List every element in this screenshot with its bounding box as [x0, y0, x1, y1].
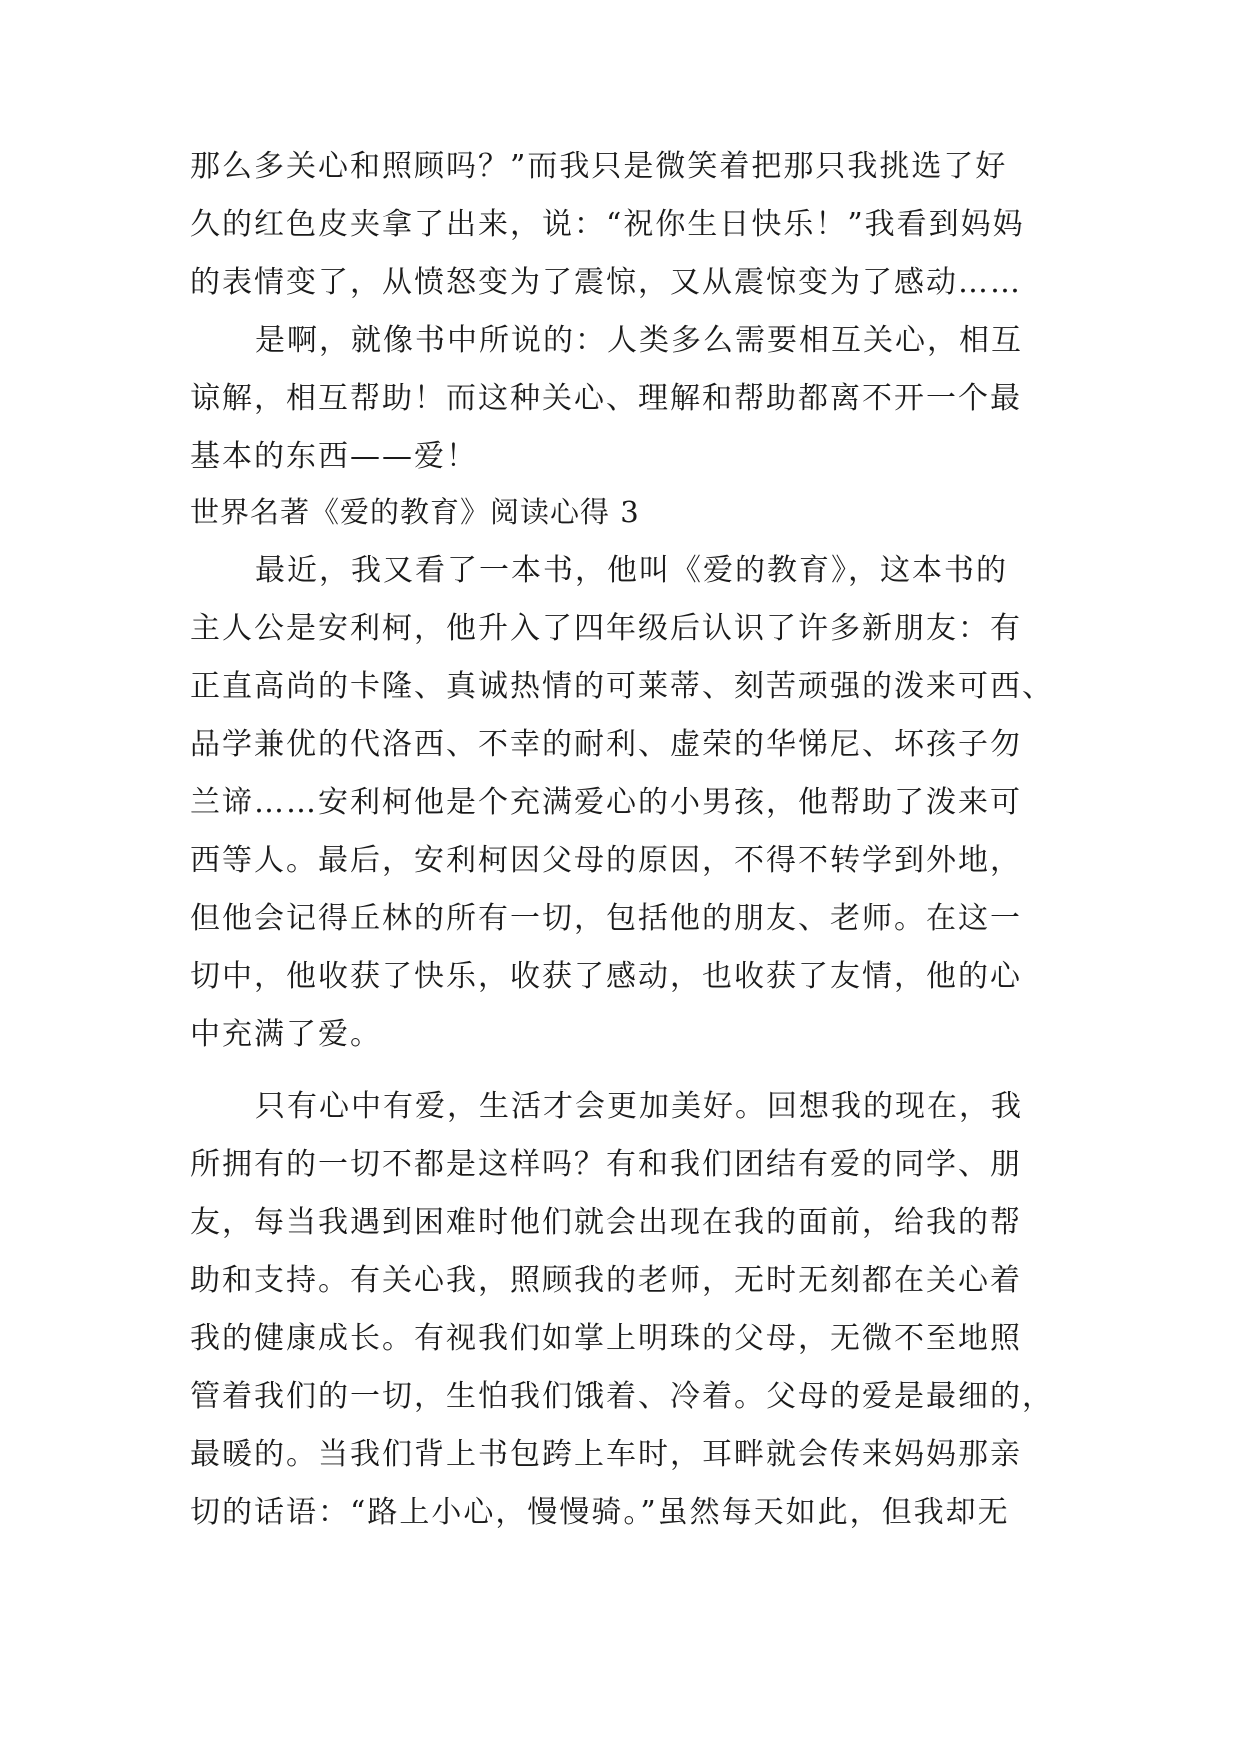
paragraph-3-line-1: 最近，我又看了一本书，他叫《爱的教育》，这本书的	[255, 553, 1008, 588]
paragraph-3-line-8: 切中，他收获了快乐，收获了感动，也收获了友情，他的心	[190, 959, 1022, 994]
paragraph-3-line-4: 品学兼优的代洛西、不幸的耐利、虚荣的华悌尼、坏孩子勿	[190, 727, 1022, 762]
paragraph-4-line-2: 所拥有的一切不都是这样吗？有和我们团结有爱的同学、朋	[190, 1147, 1022, 1182]
paragraph-3-line-5: 兰谛……安利柯他是个充满爱心的小男孩，他帮助了泼来可	[190, 785, 1022, 820]
paragraph-4-line-1: 只有心中有爱，生活才会更加美好。回想我的现在，我	[255, 1089, 1023, 1124]
paragraph-2-line-3: 基本的东西——爱！	[190, 439, 478, 474]
paragraph-4-line-7: 最暖的。当我们背上书包跨上车时，耳畔就会传来妈妈那亲	[190, 1437, 1022, 1472]
paragraph-4-line-6: 管着我们的一切，生怕我们饿着、冷着。父母的爱是最细的，	[190, 1379, 1054, 1414]
paragraph-3-line-3: 正直高尚的卡隆、真诚热情的可莱蒂、刻苦顽强的泼来可西、	[190, 669, 1054, 704]
paragraph-4-line-8: 切的话语：“路上小心，慢慢骑。”虽然每天如此，但我却无	[190, 1495, 1010, 1530]
paragraph-3-line-6: 西等人。最后，安利柯因父母的原因，不得不转学到外地，	[190, 843, 1022, 878]
paragraph-3-line-2: 主人公是安利柯，他升入了四年级后认识了许多新朋友：有	[190, 611, 1022, 646]
paragraph-1-line-3: 的表情变了，从愤怒变为了震惊，又从震惊变为了感动……	[190, 265, 1022, 300]
paragraph-1-line-1: 那么多关心和照顾吗？”而我只是微笑着把那只我挑选了好	[190, 149, 1008, 184]
section-heading: 世界名著《爱的教育》阅读心得 3	[190, 495, 640, 529]
paragraph-3-line-7: 但他会记得丘林的所有一切，包括他的朋友、老师。在这一	[190, 901, 1022, 936]
paragraph-4-line-5: 我的健康成长。有视我们如掌上明珠的父母，无微不至地照	[190, 1321, 1022, 1356]
paragraph-4-line-3: 友，每当我遇到困难时他们就会出现在我的面前，给我的帮	[190, 1205, 1022, 1240]
paragraph-2-line-1: 是啊，就像书中所说的：人类多么需要相互关心，相互	[255, 323, 1023, 358]
paragraph-2-line-2: 谅解，相互帮助！而这种关心、理解和帮助都离不开一个最	[190, 381, 1022, 416]
paragraph-4-line-4: 助和支持。有关心我，照顾我的老师，无时无刻都在关心着	[190, 1263, 1022, 1298]
paragraph-3-line-9: 中充满了爱。	[190, 1017, 382, 1052]
paragraph-1-line-2: 久的红色皮夹拿了出来，说：“祝你生日快乐！”我看到妈妈	[190, 207, 1025, 242]
